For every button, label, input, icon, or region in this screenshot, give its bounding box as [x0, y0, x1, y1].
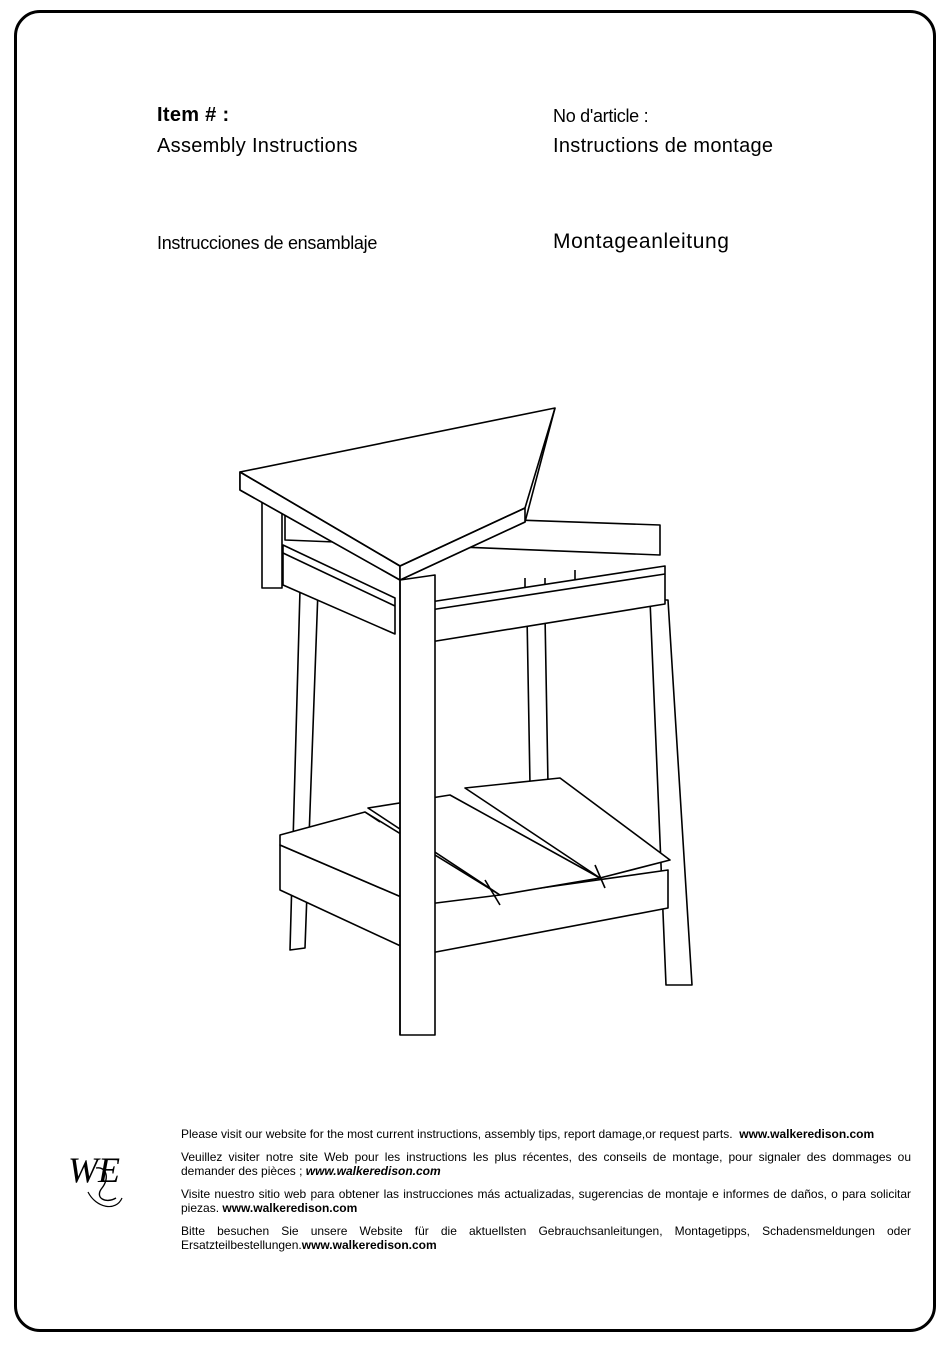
walker-edison-logo [66, 1148, 128, 1214]
back-right-leg [527, 615, 548, 785]
assembly-instructions-title-es: Instrucciones de ensamblaje [157, 233, 378, 253]
assembly-instructions-title-fr: Instructions de montage [553, 135, 774, 157]
item-number-label-fr: No d'article : [553, 106, 649, 126]
footer-note-de: Bitte besuchen Sie unsere Website für die aktuellsten Gebrauchsanleitungen, Montagetipps, Schadensmeldungen oder Ersatzteilbestellungen.www.walkeredison.com [181, 1224, 911, 1252]
footer-note-fr: Veuillez visiter notre site Web pour les instructions les plus récentes, des conseils de montage, pour signaler des dommages ou demander des pièces ; www.walkeredison.com [181, 1150, 911, 1178]
footer-notes [181, 1127, 911, 1261]
assembly-instructions-title-de: Montageanleitung [553, 230, 730, 253]
website-link-es[interactable]: www.walkeredison.com [222, 1201, 358, 1215]
svg-text:WE: WE [68, 1150, 120, 1190]
item-number-label: Item # : [157, 104, 230, 126]
footer-note-en: Please visit our website for the most current instructions, assembly tips, report damage,or request parts. www.walkeredison.com [181, 1127, 875, 1141]
footer-note-es: Visite nuestro sitio web para obtener las instrucciones más actualizadas, sugerencias de montaje e informes de daños, o para solicitar piezas. www.walkeredison.com [181, 1187, 911, 1215]
front-right-leg [650, 600, 692, 985]
front-left-leg [400, 575, 435, 1035]
website-link[interactable]: www.walkeredison.com [739, 1127, 875, 1141]
assembly-instructions-title: Assembly Instructions [157, 135, 358, 157]
website-link-fr[interactable]: www.walkeredison.com [305, 1164, 441, 1178]
website-link-de[interactable]: www.walkeredison.com [301, 1238, 437, 1252]
side-table-illustration [230, 400, 750, 1050]
